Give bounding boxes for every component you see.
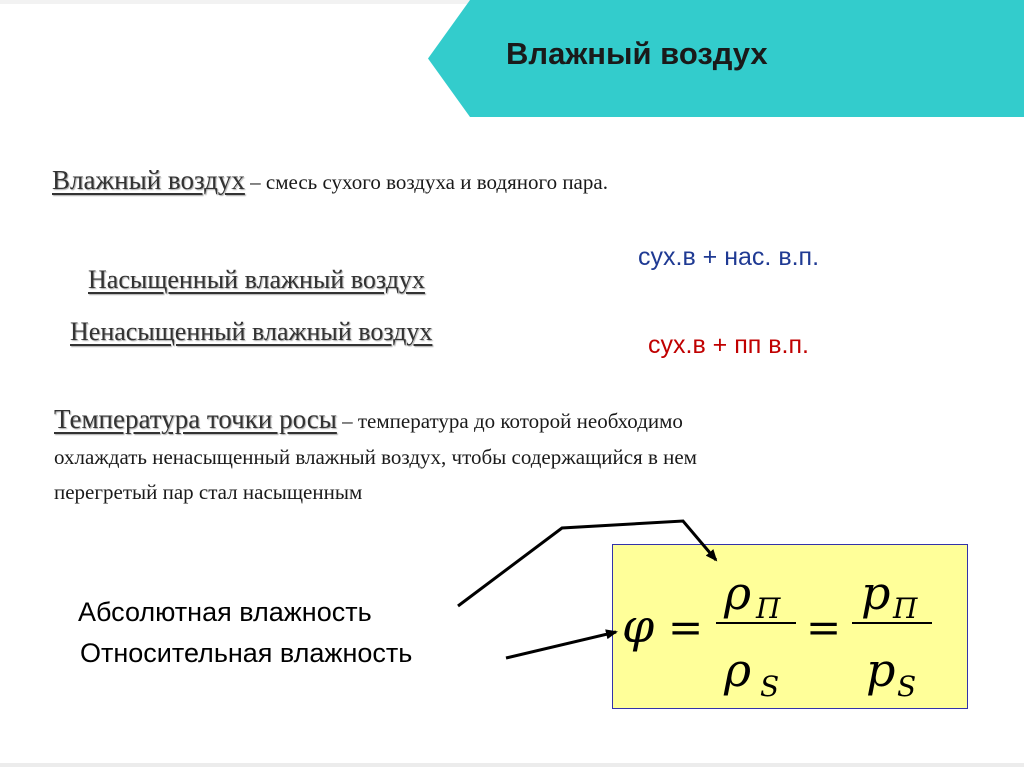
rho-numerator-subscript: П bbox=[756, 592, 781, 625]
equals-sign-1: = bbox=[668, 603, 704, 652]
dew-point-text-1: – температура до которой необходимо bbox=[336, 409, 683, 433]
relative-humidity-label: Относительная влажность bbox=[80, 638, 413, 668]
rho-denominator-subscript: S bbox=[760, 670, 780, 703]
rho-denominator: ρ bbox=[724, 643, 752, 697]
unsaturated-formula: сух.в + пп в.п. bbox=[648, 331, 809, 359]
absolute-humidity-label: Абсолютная влажность bbox=[78, 597, 372, 627]
definition-term: Влажный воздух bbox=[52, 165, 245, 195]
slide-title: Влажный воздух bbox=[506, 36, 768, 71]
p-denominator: p bbox=[866, 643, 896, 697]
dew-point-line-3: перегретый пар стал насыщенным bbox=[54, 480, 363, 504]
rho-numerator: ρ bbox=[724, 566, 752, 620]
definition-text: – смесь сухого воздуха и водяного пара. bbox=[244, 170, 608, 194]
saturated-term: Насыщенный влажный воздух bbox=[88, 265, 425, 294]
dew-point-term: Температура точки росы bbox=[54, 404, 337, 434]
saturated-formula: сух.в + нас. в.п. bbox=[638, 243, 820, 271]
p-numerator-subscript: П bbox=[893, 592, 918, 625]
phi-symbol: φ bbox=[622, 599, 655, 653]
unsaturated-term: Ненасыщенный влажный воздух bbox=[70, 317, 433, 346]
p-numerator: p bbox=[861, 566, 891, 620]
absolute-humidity-arrow bbox=[458, 521, 716, 606]
equals-sign-2: = bbox=[806, 603, 842, 652]
relative-humidity-arrow bbox=[506, 632, 616, 658]
dew-point-line-2: охлаждать ненасыщенный влажный воздух, чтобы содержащийся в нем bbox=[54, 445, 697, 469]
p-denominator-subscript: S bbox=[897, 670, 917, 703]
bottom-rule bbox=[0, 763, 1024, 767]
